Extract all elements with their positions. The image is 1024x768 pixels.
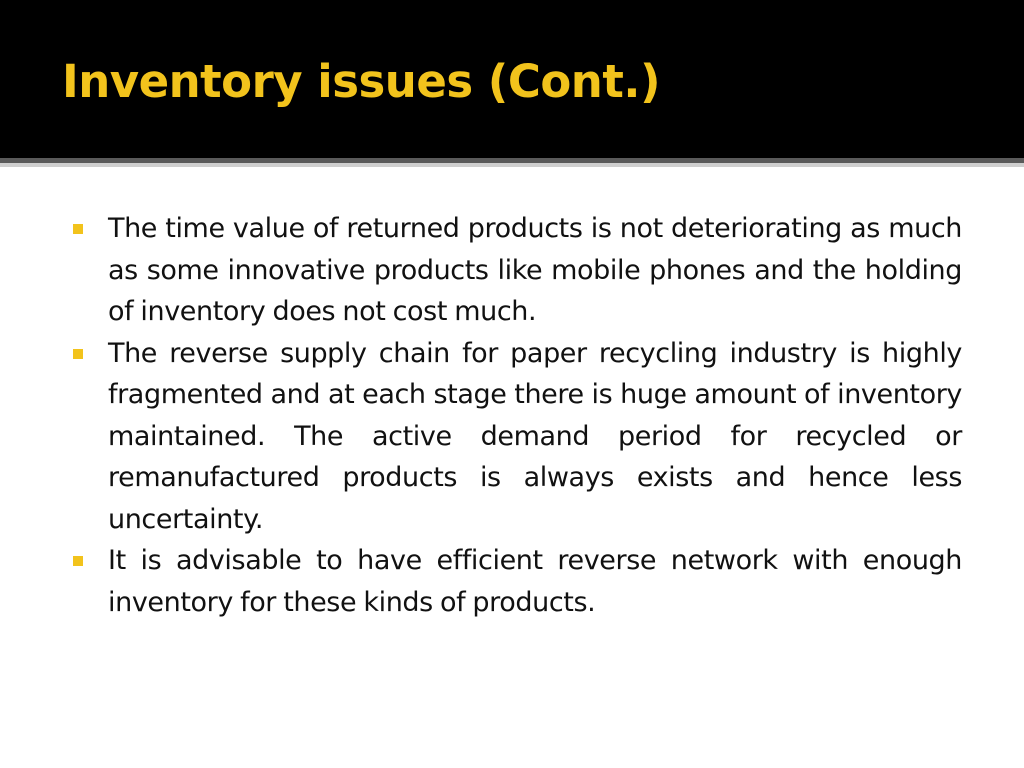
bullet-text: The reverse supply chain for paper recycling industry is highly fragmented and at each stage there is huge amount of inventory maintained. The active demand period for recycled or remanufactured products is always exists and hence less uncertainty. [108, 337, 962, 535]
title-divider-light [0, 163, 1024, 167]
slide-title: Inventory issues (Cont.) [62, 55, 661, 108]
bullet-text: The time value of returned products is not deteriorating as much as some innovative products like mobile phones and the holding of inventory does not cost much. [108, 213, 962, 327]
square-bullet-icon [73, 556, 83, 566]
title-bar [0, 0, 1024, 158]
bullet-item-reverse-network [108, 540, 962, 623]
bullet-item-reverse-supply-chain [108, 333, 962, 541]
bullet-text: It is advisable to have efficient reverse network with enough inventory for these kinds of products. [108, 545, 962, 618]
square-bullet-icon [73, 224, 83, 234]
square-bullet-icon [73, 349, 83, 359]
bullet-list [108, 208, 962, 623]
bullet-item-time-value [108, 208, 962, 333]
